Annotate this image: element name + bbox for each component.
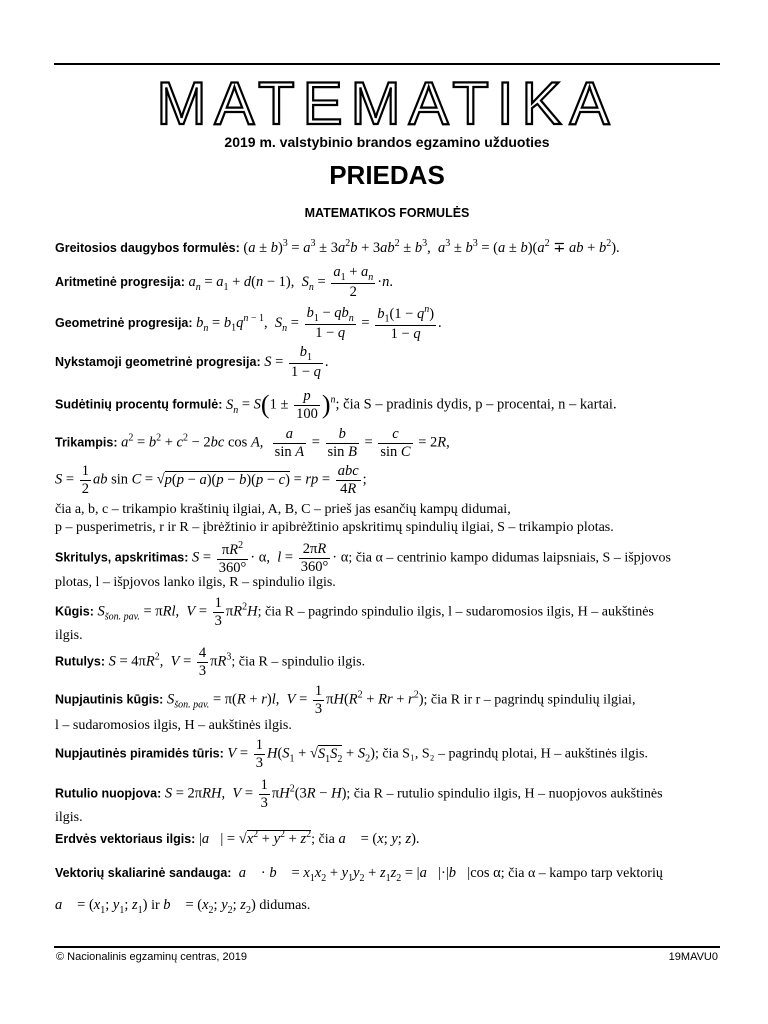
label-piramide: Nupjautinės piramidės tūris: [55,746,224,761]
formula-sudetiniu: Sudėtinių procentų formulė: $S_n = S(1$ ± $\frac{p}{100}$ )$^n$; čia S – pradinis dydis, p – procentai, n – kartai. [55,388,617,422]
formula-nuopjova: Rutulio nuopjova: S = 2πRH, V = $\frac{1}{3}$ $\pi H^2(3R - H)$; čia R – rutulio spindulio ilgis, H – nuopjovos aukštinės [55,777,663,811]
footer-copyright: © Nacionalinis egzaminų centras, 2019 [56,951,247,963]
label-greitosios: Greitosios daugybos formulės: [55,240,240,255]
label-geometrine: Geometrinė progresija: [55,315,193,330]
formula-skritulys: Skritulys, apskritimas: S = $\frac{\pi R^2}{360^\circ}$ · α, l = $\frac{2\pi R}{360^\circ}$ · α; čia α – centrinio kampo didumas laipsniais, S – išpjovos [55,540,672,576]
title-text [152,72,622,132]
label-rutulys: Rutulys: [55,654,105,669]
formula-greitosios: Greitosios daugybos formulės: $(a \pm b)^3 = a^3 \pm 3a^2b + 3ab^2 \pm b^3$, $a^3 \pm b^3 = (a \pm b)(a^2$ ∓ ab + $b^2$). [55,238,620,256]
note-nk-2: l – sudaromosios ilgis, H – aukštinės ilgis. [55,718,292,733]
label-nykstamoji: Nykstamoji geometrinė progresija: [55,354,261,369]
note-skritulys-1: ; čia α – centrinio kampo didumas laipsniais, S – išpjovos [348,550,672,566]
note-vi: ; čia [311,831,335,847]
label-skritulys: Skritulys, apskritimas: [55,550,189,565]
label-trikampis: Trikampis: [55,435,118,450]
label-nuopjova: Rutulio nuopjova: [55,786,162,801]
label-aritmetine: Aritmetinė progresija: [55,274,185,289]
formula-kugis: Kūgis: $S_{šon. pav.} = \pi Rl$, V = $\frac{1}{3}$ $\pi R^2H$; čia R – pagrindo spindulio ilgis, l – sudaromosios ilgis, H – aukštinės [55,595,654,629]
formula-skaliarine-2: a⃗ = ($x_1$; $y_1$; $z_1$) ir b⃗ = ($x_2$; $y_2$; $z_2$) didumas. [55,897,311,916]
note-kugis-2: ilgis. [55,628,83,643]
top-rule [54,63,720,65]
formula-rutulys: Rutulys: $S = 4\pi R^2$, V = $\frac{4}{3}$ $\pi R^3$; čia R – spindulio ilgis. [55,645,366,679]
title-outline: MATEMATIKA [156,72,618,132]
formula-geometrine: Geometrinė progresija: $b_n = b_1q^{n - 1}$, $S_n$ = $\frac{b_1 - qb_n}{1 - q}$ = $\frac{b_1(1 - q^n)}{1 - q}$ . [55,304,442,343]
note-trikampis-2: p – pusperimetris, r ir R – įbrėžtinio ir apibrėžtinio apskritimų spindulių ilgiai, S – trikampio plotas. [55,520,614,535]
label-nupjautinis-kugis: Nupjautinis kūgis: [55,692,164,707]
section-heading: MATEMATIKOS FORMULĖS [304,206,470,220]
note-nk-1: ; čia R ir r – pagrindų spindulių ilgiai, [423,692,636,708]
subtitle: 2019 m. valstybinio brandos egzamino užduoties [224,134,550,150]
note-kugis-1: ; čia R – pagrindo spindulio ilgis, l – sudaromosios ilgis, H – aukštinės [257,604,654,620]
bottom-rule [54,946,720,948]
formula-nupjautinis-kugis: Nupjautinis kūgis: $S_{šon. pav.} = \pi(R + r)l$, V = $\frac{1}{3}$ $\pi H(R^2 + Rr + r^2)$; čia R ir r – pagrindų spindulių ilgiai, [55,683,636,717]
appendix-heading: PRIEDAS [329,160,445,190]
label-vektoriaus-ilgis: Erdvės vektoriaus ilgis: [55,831,196,846]
label-skaliarine: Vektorių skaliarinė sandauga: [55,866,232,880]
label-kugis: Kūgis: [55,604,94,619]
note-rutulys: ; čia R – spindulio ilgis. [231,654,366,670]
note-trikampis-1: čia a, b, c – trikampio kraštinių ilgiai, A, B, C – prieš jas esančių kampų didumai, [55,502,511,517]
note-sk-3: didumas. [259,898,311,913]
formula-aritmetine: Aritmetinė progresija: $a_n = a_1 + d(n - 1)$, $S_n$ = $\frac{a_1 + a_n}{2}$ ·n. [55,264,393,301]
formula-piramide: Nupjautinės piramidės tūris: V = $\frac{1}{3}$ $H(S_1 + √S_1S_2 + S_2)$; čia S₁, S₂ – pagrindų plotai, H – aukštinės ilgis. [55,737,648,771]
note-piramide: ; čia S₁, S₂ – pagrindų plotai, H – aukštinės ilgis. [374,746,648,762]
note-nuopjova-2: ilgis. [55,810,83,825]
note-sk-1: ; čia α – kampo tarp vektorių [500,866,663,881]
label-sudetiniu: Sudėtinių procentų formulė: [55,397,223,412]
formula-vektoriaus-ilgis: Erdvės vektoriaus ilgis: |a⃗| = $√x^2 + y^2 + z^2$; čia a⃗ = (x; y; z). [55,829,420,847]
formula-nykstamoji: Nykstamoji geometrinė progresija: S = $\frac{b_1}{1 - q}$ . [55,344,329,381]
note-skritulys-2: plotas, l – išpjovos lanko ilgis, R – spindulio ilgis. [55,575,336,590]
footer-code: 19MAVU0 [668,951,718,963]
formula-trikampis-area: S = $\frac{1}{2}$ ab sin C = √p(p − a)(p − b)(p − c) = rp = $\frac{\text{abc}}{4R}$ ; [55,463,367,497]
formula-trikampis: Trikampis: $a^2 = b^2 + c^2 - 2bc$ cos A, $\frac{a}{\text{sin A}}$ = $\frac{b}{\text{sin B}}$ = $\frac{c}{\text{sin C}}$ = 2R, [55,426,450,460]
formula-skaliarine: Vektorių skaliarinė sandauga: a⃗ · b⃗ = $x_1x_2 + y_1y_2 + z_1z_2$ = |a⃗|·|b⃗|cos α; čia α – kampo tarp vektorių [55,865,663,884]
title-block [54,72,720,132]
note-sk-2: ir [151,898,160,913]
note-sudetiniu: ; čia S – pradinis dydis, p – procentai, n – kartai. [335,396,617,413]
note-nuopjova-1: ; čia R – rutulio spindulio ilgis, H – nuopjovos aukštinės [346,786,663,802]
